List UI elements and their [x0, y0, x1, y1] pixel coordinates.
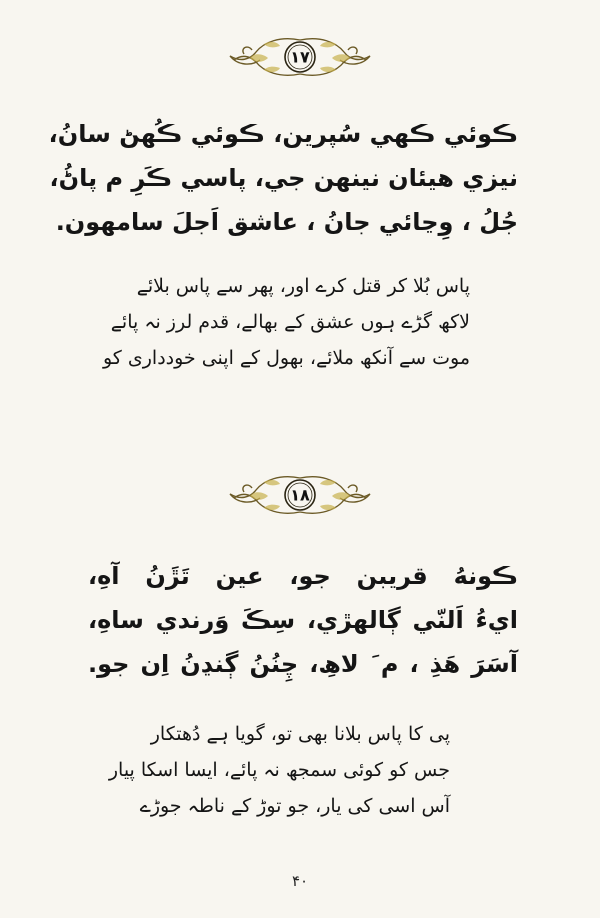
urdu-line: موت سے آنکھ ملائے، بھول کے اپنی خودداری کو [102, 347, 470, 369]
stanza-17-urdu [102, 268, 470, 376]
stanza-17-number: ١٧ [290, 47, 310, 67]
sindhi-line: ڪونهُ قريبن جو، عين تَڙَنُ آهِ، [88, 562, 518, 590]
sindhi-line: ڪوئي ڪھي سُپرين، ڪوئي ڪُھڻ سانُ، [48, 120, 518, 148]
urdu-line: جس کو کوئی سمجھ نہ پائے، ایسا اسکا پیار [108, 759, 450, 781]
stanza-18-urdu [108, 716, 450, 824]
urdu-line: پی کا پاس بلانا بھی تو، گویا ہے دُھتکار [150, 723, 450, 745]
sindhi-line: آسَرَ هَذِ ، م َ لاھِ، چِنُنُ ڳنڍنُ اِن جو. [88, 650, 518, 678]
sindhi-line: جُلُ ، وِڃائي جانُ ، عاشق اَجلَ سامھون. [55, 208, 518, 236]
stanza-17-sindhi [48, 112, 518, 244]
page-number: ۴۰ [291, 872, 309, 890]
sindhi-line: نيزي هيئان نينهن جي، پاسي ڪَرِ م پاڻُ، [49, 164, 518, 192]
urdu-line: آس اسی کی یار، جو توڑ کے ناطہ جوڑے [139, 795, 450, 817]
stanza-18-ornament [220, 470, 380, 520]
urdu-line: لاکھ گڑے ہوں عشق کے بھالے، قدم لرز نہ پائے [110, 311, 470, 333]
urdu-line: پاس بُلا کر قتل کرے اور، پھر سے پاس بلائے [136, 275, 470, 297]
stanza-17-ornament [220, 32, 380, 82]
sindhi-line: ايءُ اَلنّي ڳالهڙي، سِڪَ وَرندي ساهِ، [88, 606, 518, 634]
stanza-18-sindhi [88, 554, 518, 686]
stanza-18-number: ١٨ [290, 485, 310, 505]
